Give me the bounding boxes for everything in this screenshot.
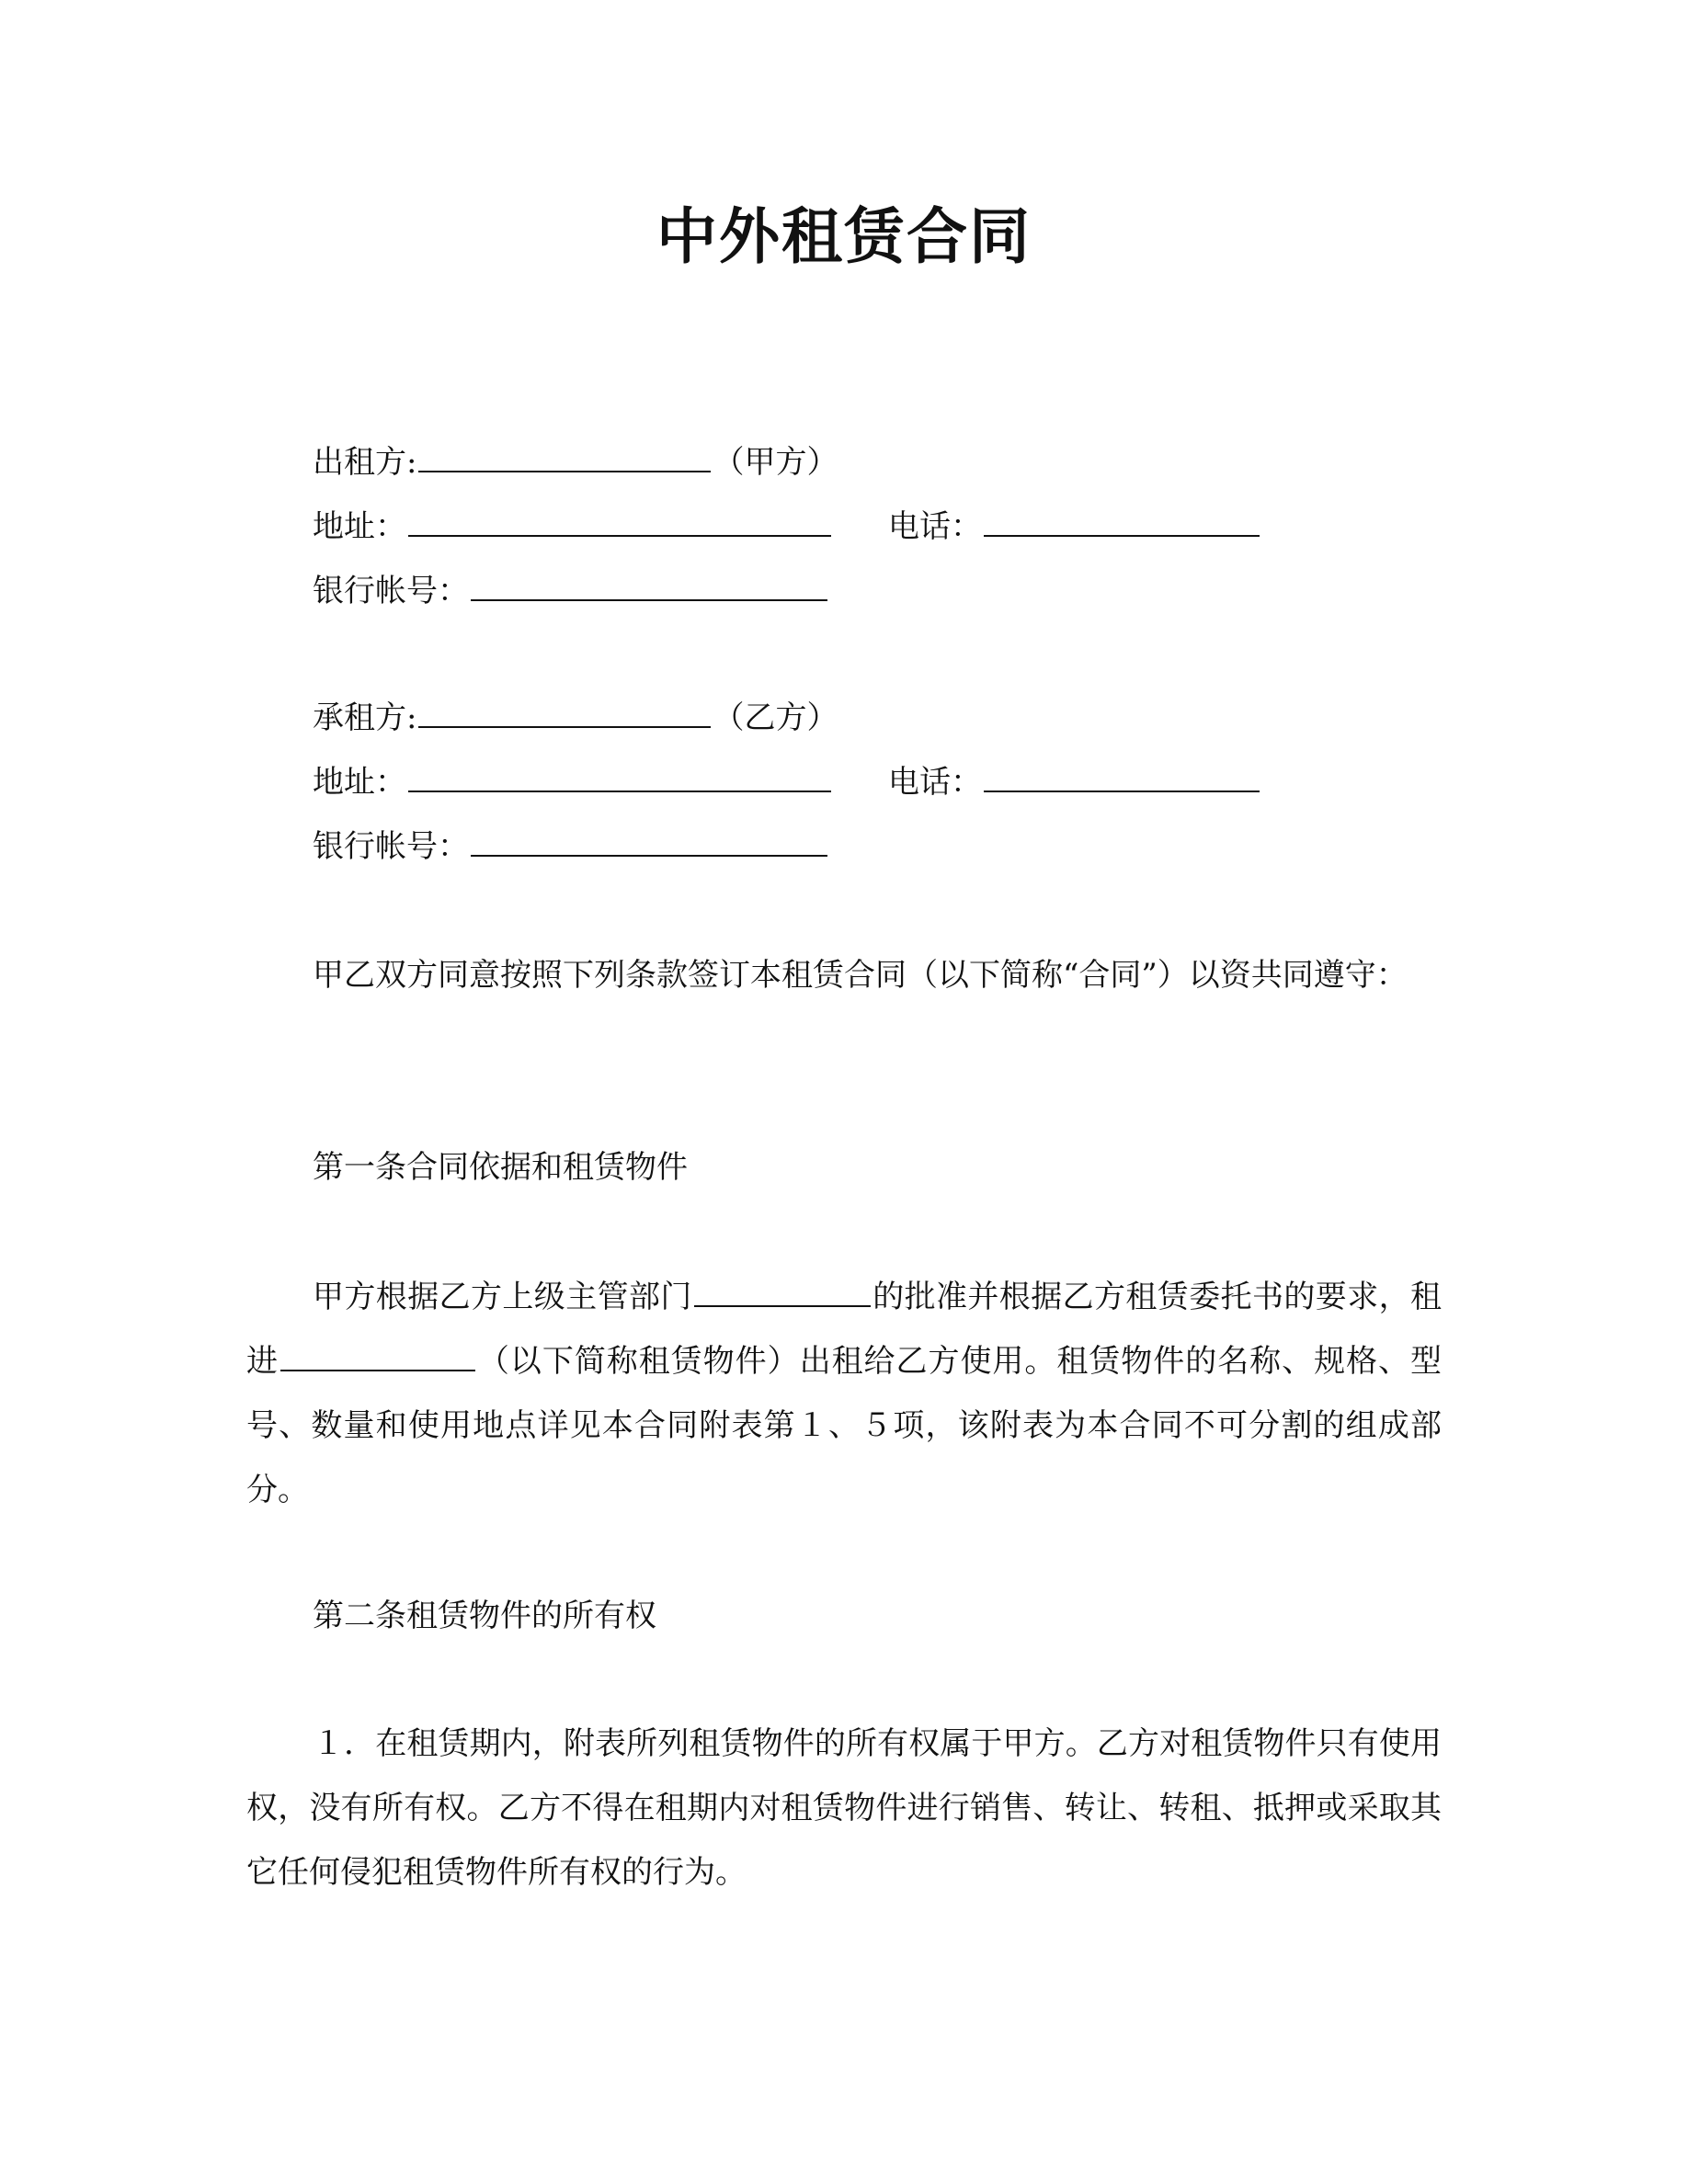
dept-blank[interactable] bbox=[694, 1274, 871, 1307]
lessor-phone-blank[interactable] bbox=[984, 504, 1260, 537]
lessor-bank-blank[interactable] bbox=[471, 568, 827, 601]
lessor-address-label: 地址： bbox=[313, 508, 406, 545]
lessee-address-line bbox=[313, 759, 833, 804]
article1-text-b: 的批准并根据乙方租赁委托书的要求，租进 bbox=[246, 1279, 1443, 1380]
lessee-bank-label: 银行帐号： bbox=[313, 828, 469, 865]
article1-text-a: 甲方根据乙方上级主管部门 bbox=[313, 1279, 692, 1315]
lessee-name-blank[interactable] bbox=[418, 695, 711, 728]
lessor-label: 出租方: bbox=[313, 444, 417, 481]
lessor-address-line bbox=[313, 504, 833, 549]
lessee-phone-blank[interactable] bbox=[984, 759, 1260, 792]
lessee-phone-line bbox=[888, 759, 1261, 804]
lessor-name-blank[interactable] bbox=[418, 439, 711, 472]
article1-heading: 第一条合同依据和租赁物件 bbox=[313, 1149, 688, 1186]
lessor-bank-line bbox=[313, 568, 829, 613]
leased-item-blank[interactable] bbox=[280, 1338, 475, 1371]
lessee-bank-line bbox=[313, 824, 829, 869]
lessee-line bbox=[313, 695, 838, 740]
lessee-suffix: （乙方） bbox=[713, 700, 838, 736]
lessor-phone-line bbox=[888, 504, 1261, 549]
article2-paragraph: １．在租赁期内，附表所列租赁物件的所有权属于甲方。乙方对租赁物件只有使用权，没有所有权。乙方不得在租期内对租赁物件进行销售、转让、转租、抵押或采取其它任何侵犯租赁物件所有权的行为。 bbox=[246, 1725, 1442, 1891]
article2-heading: 第二条租赁物件的所有权 bbox=[313, 1598, 656, 1634]
lessee-label: 承租方: bbox=[313, 700, 417, 736]
intro-paragraph: 甲乙双方同意按照下列条款签订本租赁合同（以下简称“合同”）以资共同遵守： bbox=[313, 957, 1408, 994]
lessor-address-blank[interactable] bbox=[408, 504, 831, 537]
document-title: 中外租赁合同 bbox=[656, 200, 1032, 272]
article1-paragraph bbox=[246, 1265, 1442, 1522]
lessee-bank-blank[interactable] bbox=[471, 824, 827, 857]
lessor-line bbox=[313, 439, 838, 484]
lessee-phone-label: 电话： bbox=[888, 764, 982, 801]
lessee-address-label: 地址： bbox=[313, 764, 406, 801]
lessor-bank-label: 银行帐号： bbox=[313, 573, 469, 609]
lessee-address-blank[interactable] bbox=[408, 759, 831, 792]
article1-text-c: （以下简称租赁物件）出租给乙方使用。租赁物件的名称、规格、型号、数量和使用地点详见本合同附表第１、５项，该附表为本合同不可分割的组成部分。 bbox=[246, 1343, 1442, 1508]
lessor-suffix: （甲方） bbox=[713, 444, 838, 481]
lessor-phone-label: 电话： bbox=[888, 508, 982, 545]
